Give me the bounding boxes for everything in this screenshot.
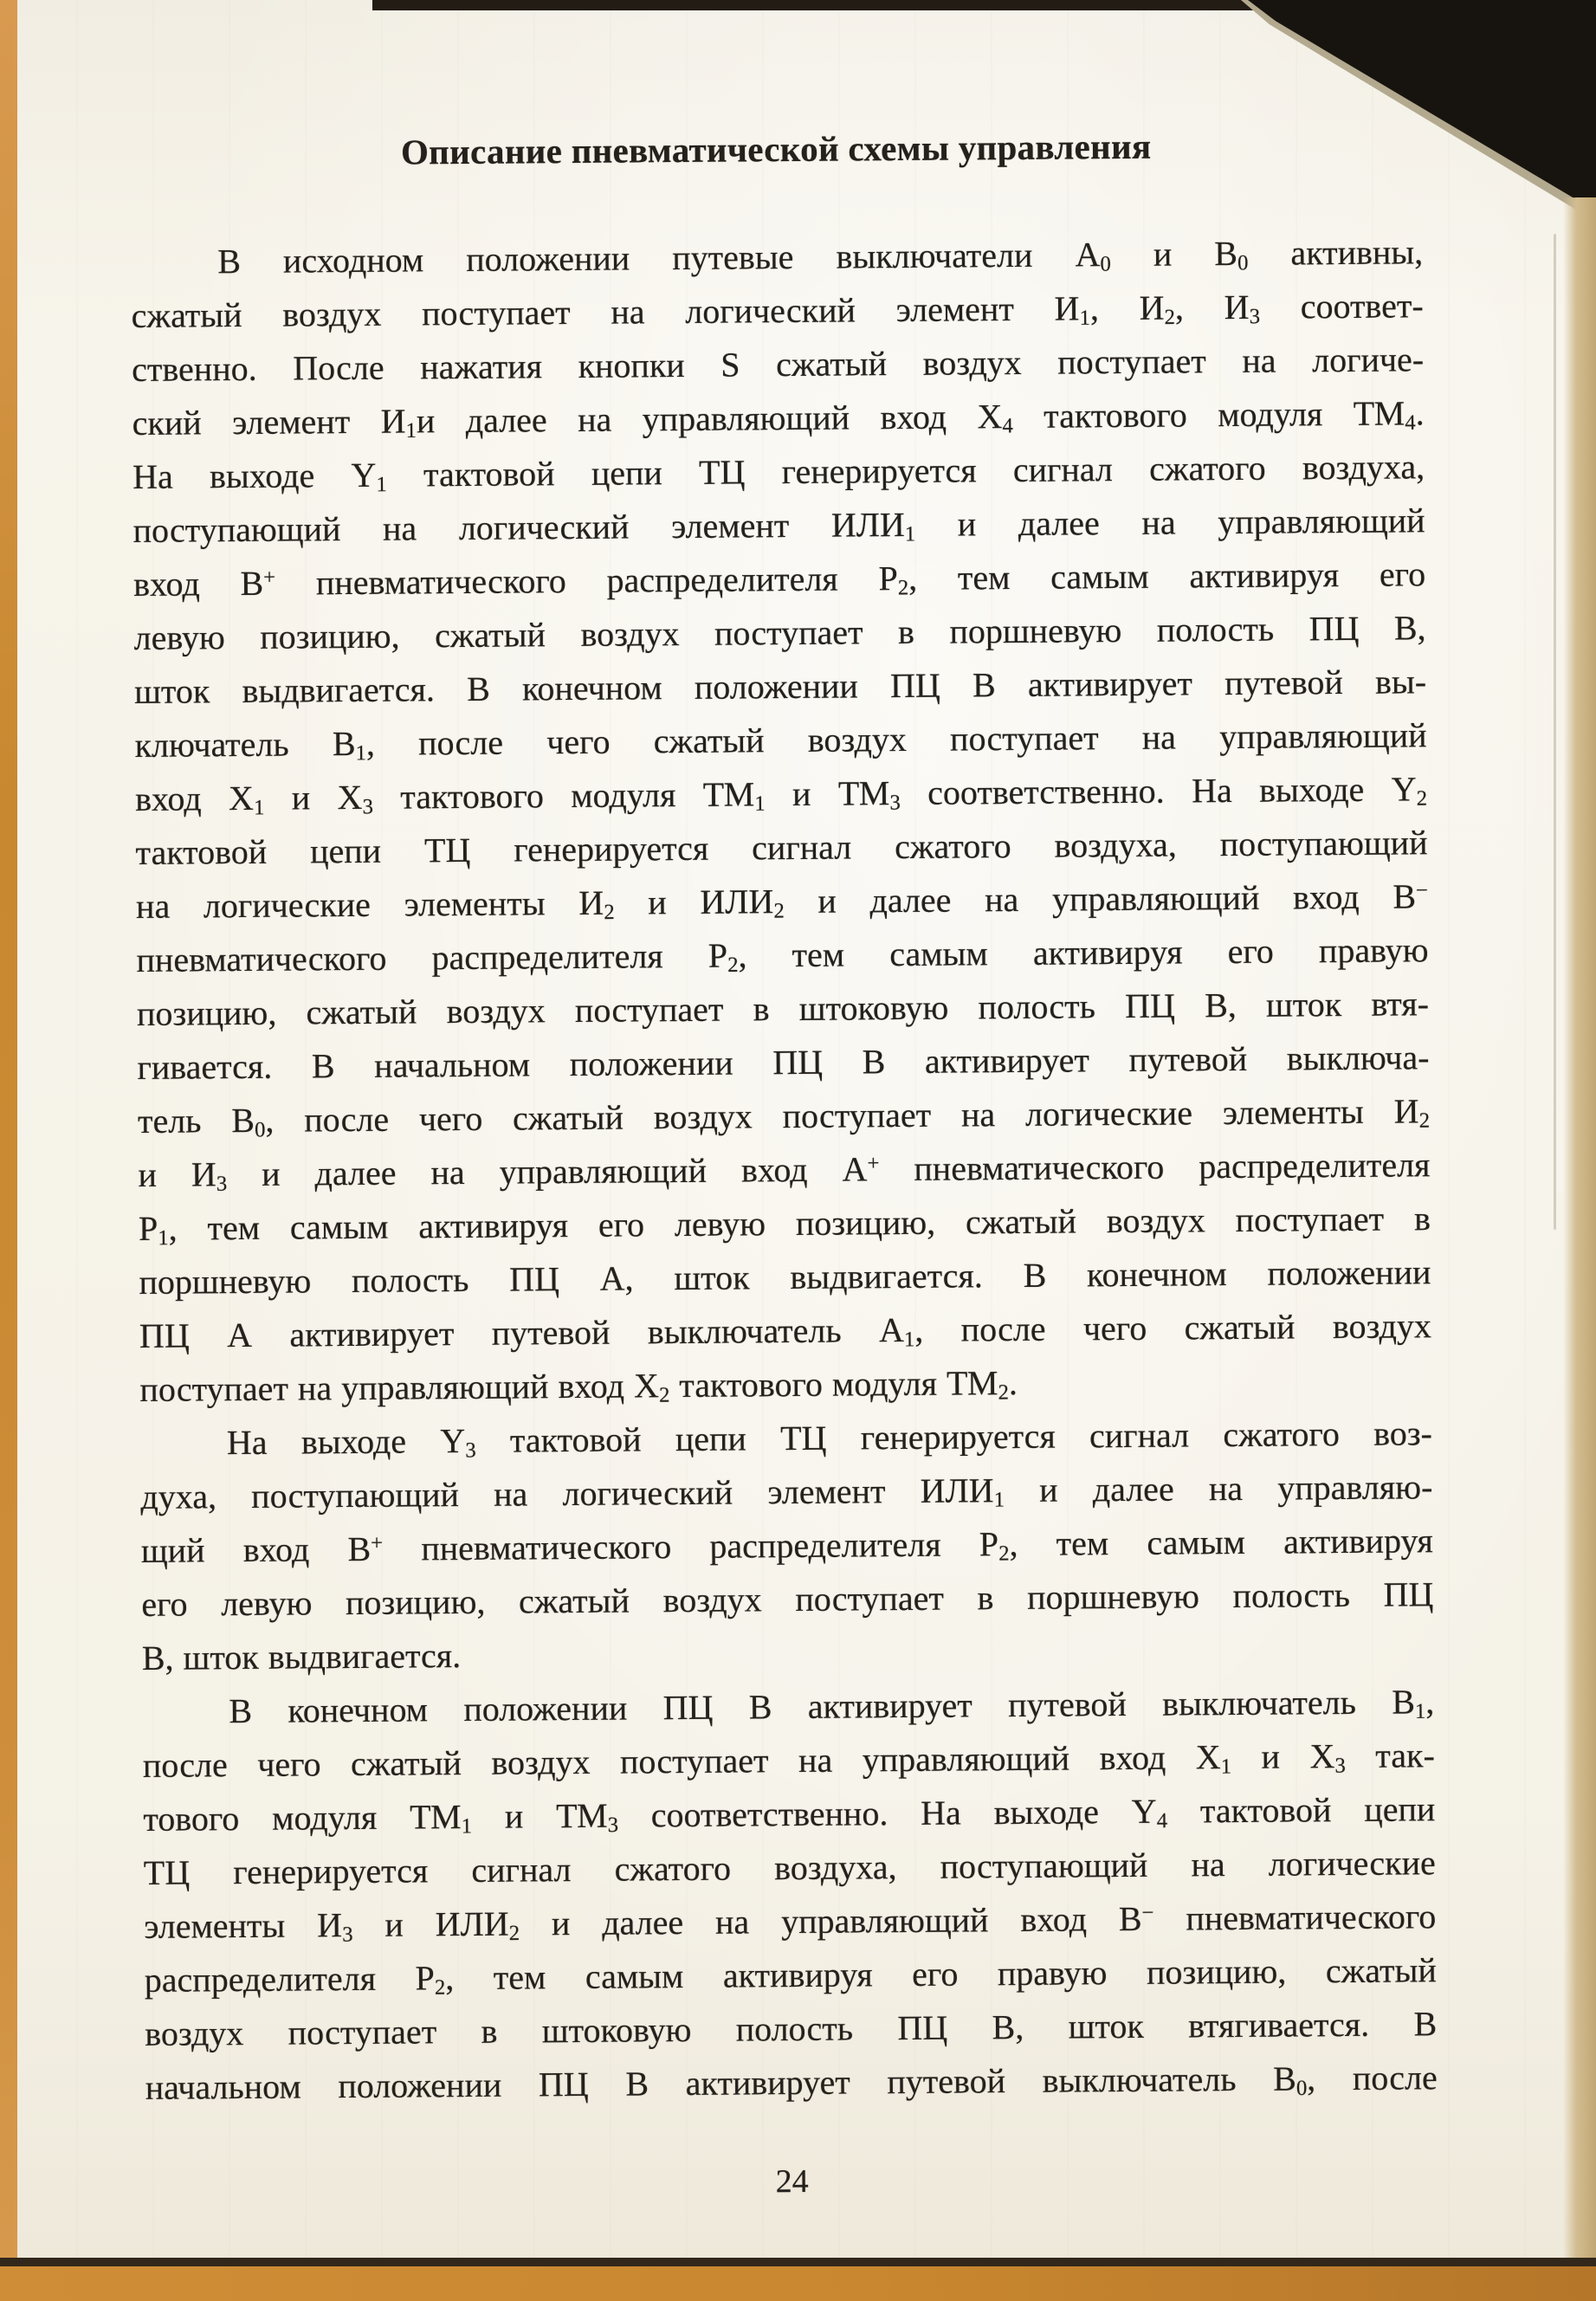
- text-line: щий вход В+ пневматического распределителя $Р_2$, тем самым активируя: [140, 1521, 1434, 1570]
- text-line: ключатель $В_1$, после чего сжатый воздух поступает на управляющий: [134, 715, 1427, 766]
- text-line: ПЦ А активирует путевой выключатель $А_1$, после чего сжатый воздух: [139, 1306, 1432, 1355]
- text-line: тактовой цепи ТЦ генерируется сигнал сжатого воздуха, поступающий: [135, 823, 1428, 872]
- text-line: На выходе $Y_3$ тактовой цепи ТЦ генерируется сигнал сжатого воз-: [226, 1413, 1433, 1463]
- text-line: $Р_1$, тем самым активируя его левую позицию, сжатый воздух поступает в: [138, 1199, 1431, 1251]
- text-line: пневматического распределителя $Р_2$, тем самым активируя его правую: [136, 930, 1429, 979]
- text-line: ственно. После нажатия кнопки S сжатый воздух поступает на логиче-: [132, 339, 1425, 389]
- page-content: [130, 118, 1438, 2208]
- text-line: элементы $И_3$ и $ИЛИ_2$ и далее на управляющий вход В− пневматического: [144, 1897, 1437, 1947]
- text-line: тель $В_0$, после чего сжатый воздух поступает на логические элементы $И_2$: [137, 1091, 1431, 1142]
- text-line: духа, поступающий на логический элемент $ИЛИ_1$ и далее на управляю-: [140, 1467, 1433, 1516]
- page-edge-right: [1563, 197, 1596, 2268]
- text-line: В, шток выдвигается.: [141, 1636, 462, 1677]
- text-line: после чего сжатый воздух поступает на управляющий вход $Х_1$ и $Х_3$ так-: [142, 1735, 1435, 1785]
- text-line: поступает на управляющий вход $Х_2$ тактового модуля $ТМ_2$.: [139, 1362, 1018, 1409]
- text-line: тового модуля $ТМ_1$ и $ТМ_3$ соответственно. На выходе $Y_4$ тактовой цепи: [143, 1789, 1436, 1839]
- text-line: ТЦ генерируется сигнал сжатого воздуха, поступающий на логические: [143, 1843, 1436, 1892]
- text-line: шток выдвигается. В конечном положении ПЦ В активирует путевой вы-: [133, 662, 1427, 711]
- text-line: на логические элементы $И_2$ и $ИЛИ_2$ и далее на управляющий вход В−: [135, 876, 1429, 926]
- text-line: левую позицию, сжатый воздух поступает в поршневую полость ПЦ В,: [133, 608, 1426, 657]
- page-title: Описание пневматической схемы управления: [400, 126, 1152, 172]
- page-edge-crease: [1554, 234, 1556, 1230]
- text-line: поршневую полость ПЦ А, шток выдвигается. В конечном положении: [139, 1252, 1431, 1302]
- text-line: В исходном положении путевые выключатели $А_0$ и $В_0$ активны,: [217, 232, 1424, 281]
- text-line: воздух поступает в штоковую полость ПЦ В, шток втягивается. В: [145, 2004, 1438, 2053]
- text-line: сжатый воздух поступает на логический элемент $И_1$, $И_2$, $И_3$ соответ-: [131, 286, 1424, 335]
- text-line: вход $Х_1$ и $Х_3$ тактового модуля $ТМ_1$ и $ТМ_3$ соответственно. На выходе $Y_2$: [134, 769, 1428, 820]
- text-line: позицию, сжатый воздух поступает в штоковую полость ПЦ В, шток втя-: [136, 984, 1430, 1033]
- text-line: вход В+ пневматического распределителя $Р_2$, тем самым активируя его: [132, 554, 1426, 604]
- scan-edge-bottom: [0, 2266, 1596, 2301]
- text-line: распределителя $Р_2$, тем самым активируя его правую позицию, сжатый: [144, 1950, 1437, 2000]
- text-line: В конечном положении ПЦ В активирует путевой выключатель $В_1$,: [229, 1682, 1435, 1731]
- scan-edge-bottom-shadow: [0, 2258, 1596, 2266]
- page-number: 24: [775, 2162, 809, 2201]
- text-line: начальном положении ПЦ В активирует путевой выключатель $В_0$, после: [145, 2058, 1438, 2107]
- text-line: ский элемент $И_1и$ далее на управляющий вход $Х_4$ тактового модуля $ТМ_4$.: [132, 393, 1425, 443]
- scan-edge-left: [0, 0, 17, 2301]
- text-line: На выходе $Y_1$ тактовой цепи ТЦ генерируется сигнал сжатого воздуха,: [132, 447, 1425, 497]
- text-line: гивается. В начальном положении ПЦ В активирует путевой выключа-: [137, 1037, 1430, 1087]
- text-line: поступающий на логический элемент $ИЛИ_1$ и далее на управляющий: [132, 501, 1425, 550]
- text-line: его левую позицию, сжатый воздух поступает в поршневую полость ПЦ: [141, 1574, 1434, 1624]
- text-line: и $И_3$ и далее на управляющий вход А+ пневматического распределителя: [138, 1145, 1431, 1196]
- body-text: [131, 225, 1438, 2115]
